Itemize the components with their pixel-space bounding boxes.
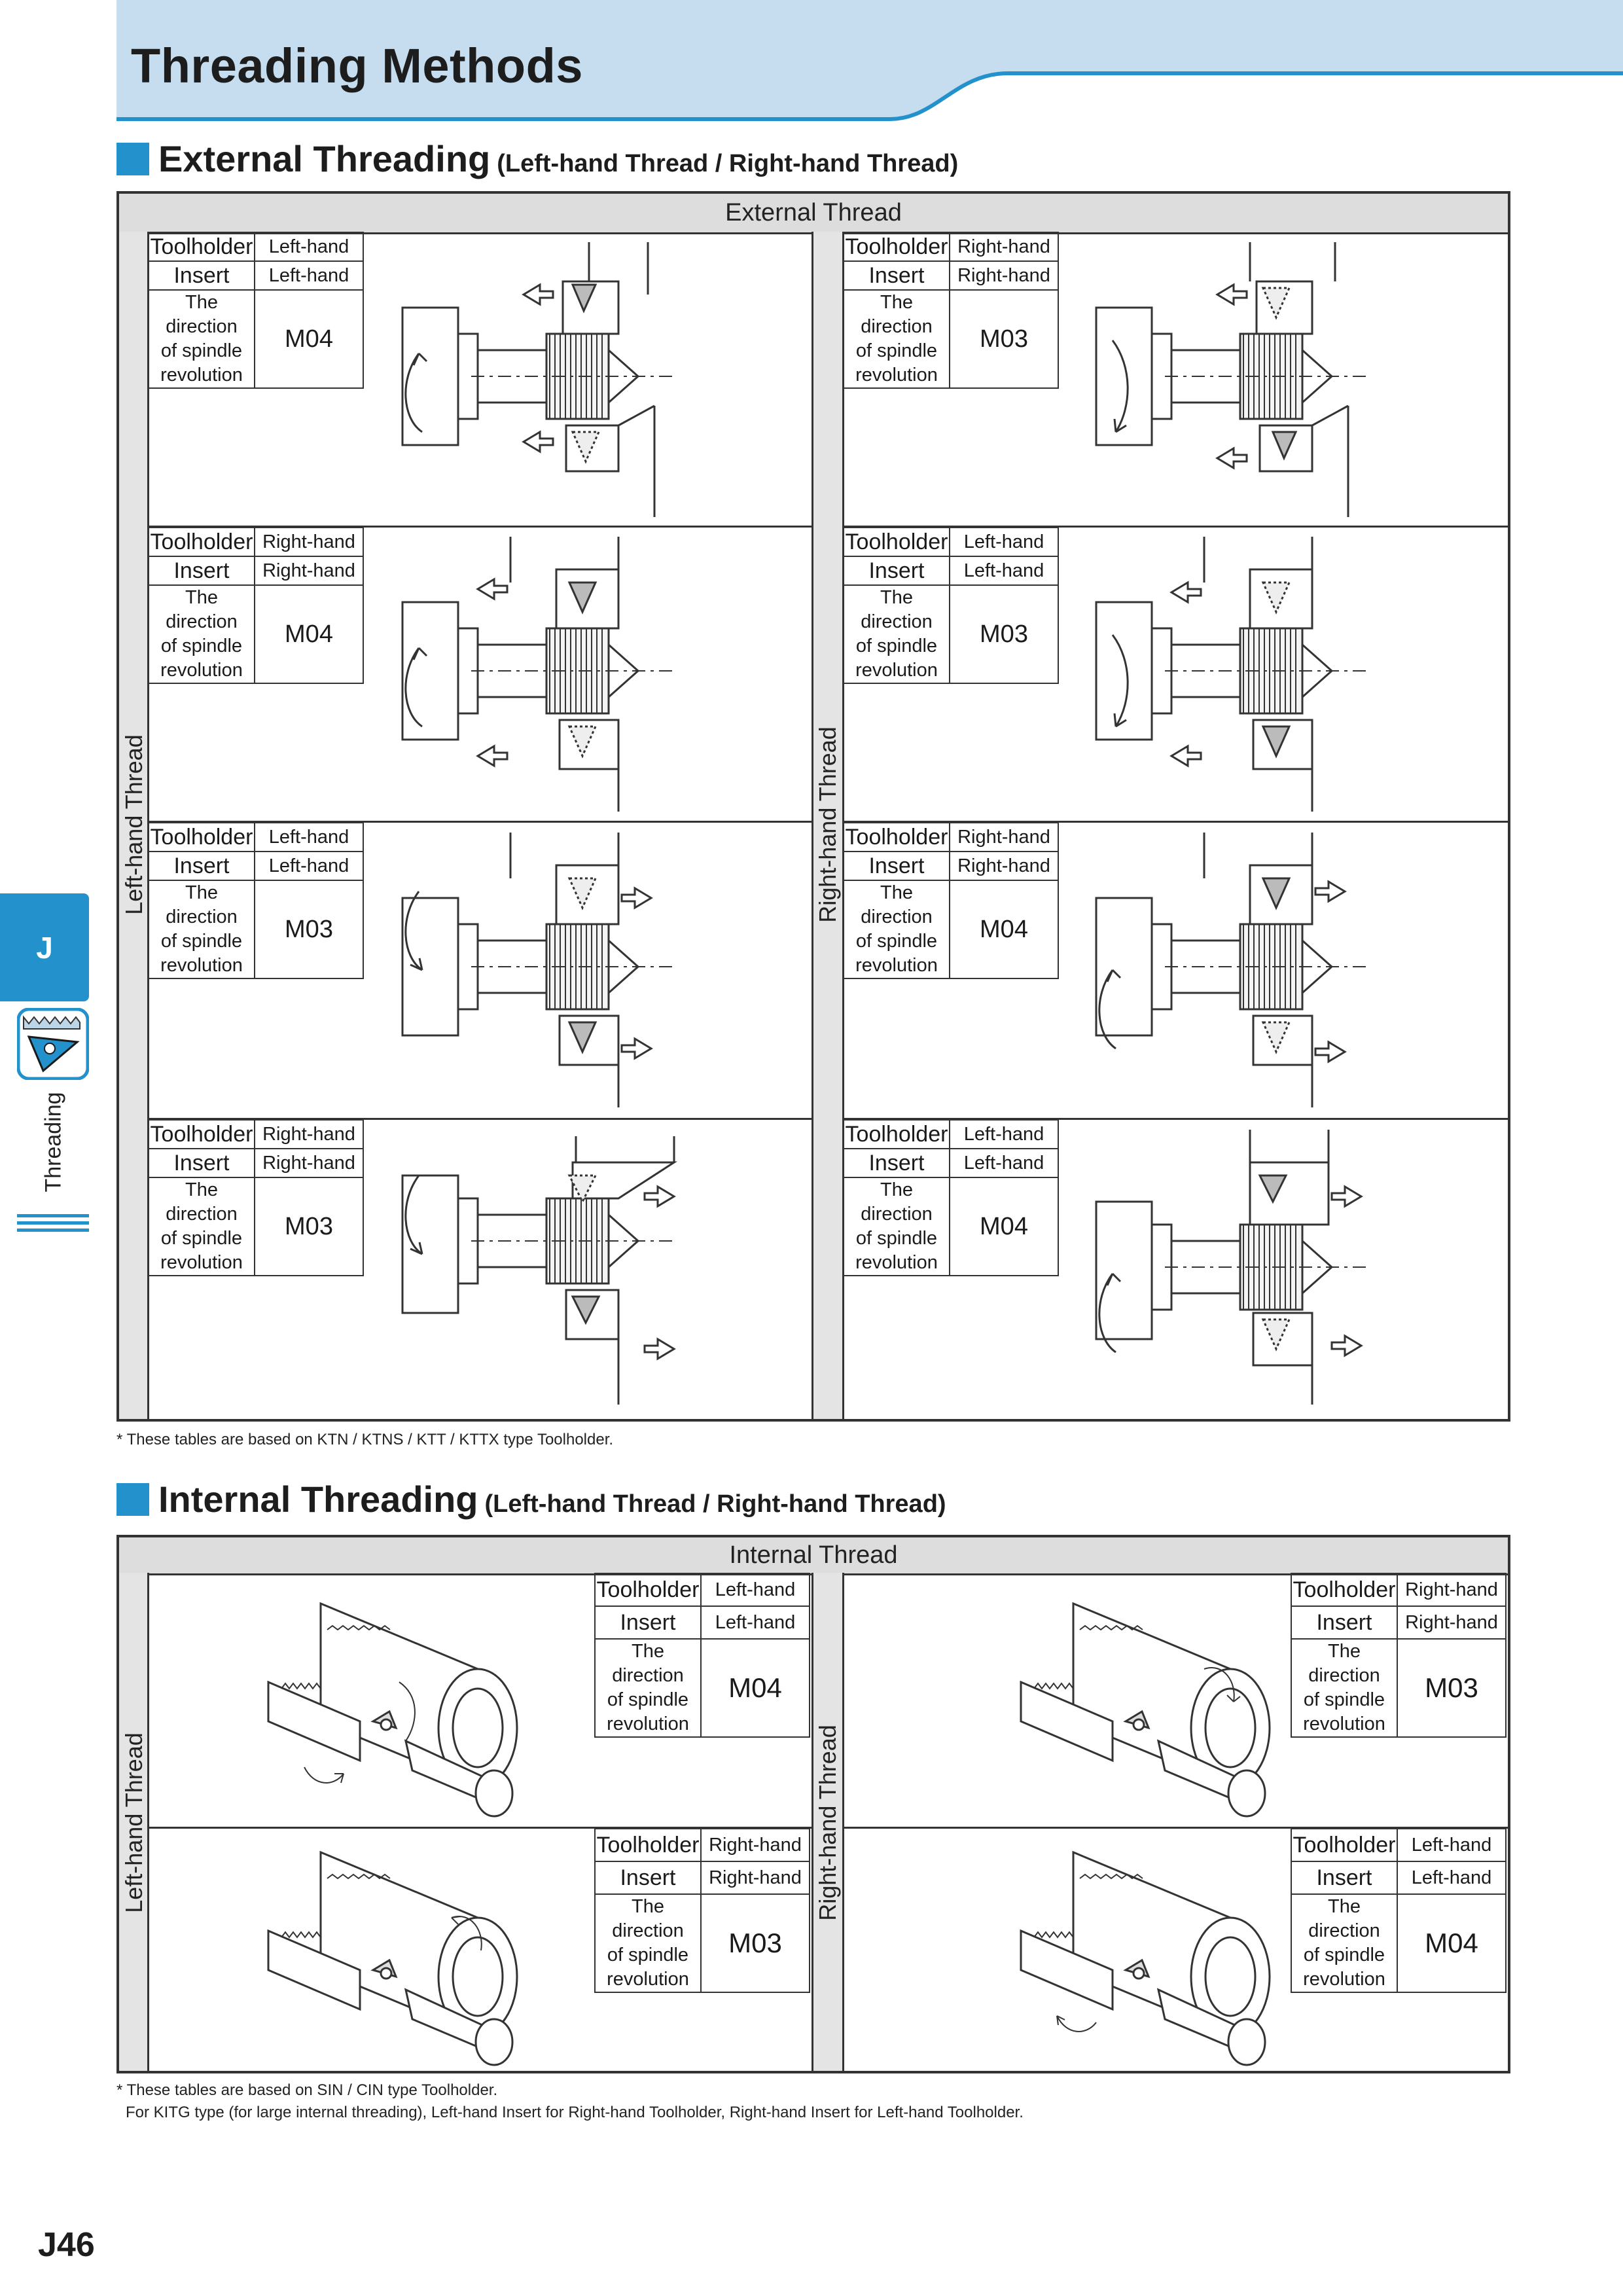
toolholder-value: Right-hand [255,528,363,556]
toolholder-label: Toolholder [1291,1829,1397,1861]
spindle-direction-label: The direction of spindle revolution [844,290,950,388]
internal-section-heading [116,1478,946,1520]
toolholder-value: Left-hand [1397,1829,1506,1861]
toolholder-value: Right-hand [950,823,1058,852]
external-threading-diagram [1086,236,1387,524]
toolholder-label: Toolholder [844,1120,950,1149]
page-title: Threading Methods [131,39,583,93]
toolholder-label: Toolholder [149,823,255,852]
insert-value: Left-hand [255,261,363,290]
int-left-spec-table-1 [594,1573,810,1738]
toolholder-value: Left-hand [255,232,363,261]
internal-section-title: Internal Threading [158,1479,478,1520]
toolholder-label: Toolholder [149,1120,255,1149]
insert-label: Insert [844,556,950,585]
spindle-code: M04 [701,1639,810,1737]
insert-label: Insert [595,1861,701,1894]
spindle-code: M04 [950,880,1058,978]
insert-value: Right-hand [255,556,363,585]
toolholder-value: Left-hand [950,1120,1058,1149]
internal-left-group-label: Left-hand Thread [120,1732,147,1913]
section-marker [116,1483,149,1516]
spindle-direction-label: The direction of spindle revolution [149,880,255,978]
insert-value: Left-hand [255,852,363,880]
spindle-direction-label: The direction of spindle revolution [844,880,950,978]
toolholder-label: Toolholder [844,528,950,556]
spindle-direction-label: The direction of spindle revolution [1291,1639,1397,1737]
section-tab-letter: J [36,930,53,965]
external-threading-diagram [1086,826,1387,1114]
insert-value: Right-hand [950,852,1058,880]
insert-label: Insert [149,261,255,290]
toolholder-value: Left-hand [950,528,1058,556]
spindle-code: M03 [255,1177,363,1276]
external-section-title: External Threading [158,138,491,179]
spindle-direction-label: The direction of spindle revolution [149,1177,255,1276]
internal-table-note-kitg: For KITG type (for large internal threading), Left-hand Insert for Right-hand Toolholder, Right-hand Insert for Left-hand Toolholder. [126,2104,1024,2121]
toolholder-label: Toolholder [149,528,255,556]
spindle-code: M03 [950,585,1058,683]
insert-value: Right-hand [1397,1606,1506,1639]
insert-value: Right-hand [255,1149,363,1177]
ext-left-spec-table-1 [148,232,364,389]
insert-label: Insert [844,261,950,290]
insert-label: Insert [595,1606,701,1639]
insert-value: Left-hand [950,556,1058,585]
ext-right-spec-table-4 [843,1119,1059,1276]
external-threading-diagram [393,1123,694,1411]
insert-label: Insert [844,852,950,880]
insert-value: Left-hand [701,1606,810,1639]
spindle-code: M03 [1397,1639,1506,1737]
int-right-spec-table-1 [1291,1573,1507,1738]
spindle-direction-label: The direction of spindle revolution [149,585,255,683]
toolholder-value: Left-hand [701,1573,810,1606]
spindle-direction-label: The direction of spindle revolution [1291,1894,1397,1992]
internal-right-group-label: Right-hand Thread [814,1725,841,1921]
toolholder-value: Right-hand [950,232,1058,261]
internal-threading-diagram [255,1839,543,2068]
section-side-label: Threading [41,1092,66,1193]
external-threading-diagram [393,236,694,524]
insert-value: Left-hand [1397,1861,1506,1894]
toolholder-value: Left-hand [255,823,363,852]
spindle-direction-label: The direction of spindle revolution [844,1177,950,1276]
spindle-direction-label: The direction of spindle revolution [149,290,255,388]
external-table-note: * These tables are based on KTN / KTNS / KTT / KTTX type Toolholder. [116,1431,614,1448]
insert-label: Insert [844,1149,950,1177]
insert-label: Insert [1291,1606,1397,1639]
external-threading-diagram [393,826,694,1114]
toolholder-label: Toolholder [595,1829,701,1861]
section-marker [116,143,149,175]
insert-label: Insert [149,852,255,880]
ext-left-spec-table-2 [148,527,364,684]
ext-left-spec-table-3 [148,822,364,979]
side-stripe [17,1221,89,1225]
spindle-code: M03 [701,1894,810,1992]
external-left-group-label: Left-hand Thread [120,734,147,915]
toolholder-label: Toolholder [595,1573,701,1606]
external-right-group-label: Right-hand Thread [814,726,841,923]
insert-label: Insert [149,1149,255,1177]
insert-label: Insert [1291,1861,1397,1894]
internal-table-note: * These tables are based on SIN / CIN type Toolholder. [116,2081,498,2099]
ext-right-spec-table-3 [843,822,1059,979]
internal-threading-diagram [1008,1839,1296,2068]
insert-value: Right-hand [701,1861,810,1894]
internal-section-subtitle: (Left-hand Thread / Right-hand Thread) [484,1490,946,1518]
threading-insert-icon [17,1008,89,1080]
spindle-code: M03 [255,880,363,978]
internal-table-header: Internal Thread [119,1537,1508,1575]
side-stripe [17,1229,89,1232]
int-left-spec-table-2 [594,1828,810,1993]
spindle-direction-label: The direction of spindle revolution [595,1894,701,1992]
toolholder-value: Right-hand [1397,1573,1506,1606]
external-threading-diagram [1086,530,1387,818]
side-stripe [17,1214,89,1217]
insert-value: Right-hand [950,261,1058,290]
toolholder-value: Right-hand [701,1829,810,1861]
internal-threading-diagram [255,1590,543,1820]
toolholder-value: Right-hand [255,1120,363,1149]
toolholder-label: Toolholder [149,232,255,261]
toolholder-label: Toolholder [1291,1573,1397,1606]
int-right-spec-table-2 [1291,1828,1507,1993]
toolholder-label: Toolholder [844,823,950,852]
insert-label: Insert [149,556,255,585]
spindle-code: M04 [1397,1894,1506,1992]
external-section-subtitle: (Left-hand Thread / Right-hand Thread) [497,150,959,177]
external-threading-diagram [1086,1123,1387,1411]
spindle-direction-label: The direction of spindle revolution [595,1639,701,1737]
page-number: J46 [38,2226,95,2264]
ext-right-spec-table-2 [843,527,1059,684]
external-threading-diagram [393,530,694,818]
external-table-header: External Thread [119,194,1508,234]
toolholder-label: Toolholder [844,232,950,261]
spindle-code: M04 [950,1177,1058,1276]
insert-value: Left-hand [950,1149,1058,1177]
spindle-direction-label: The direction of spindle revolution [844,585,950,683]
spindle-code: M04 [255,585,363,683]
external-section-heading [116,137,958,180]
spindle-code: M04 [255,290,363,388]
ext-right-spec-table-1 [843,232,1059,389]
internal-threading-diagram [1008,1590,1296,1820]
spindle-code: M03 [950,290,1058,388]
ext-left-spec-table-4 [148,1119,364,1276]
